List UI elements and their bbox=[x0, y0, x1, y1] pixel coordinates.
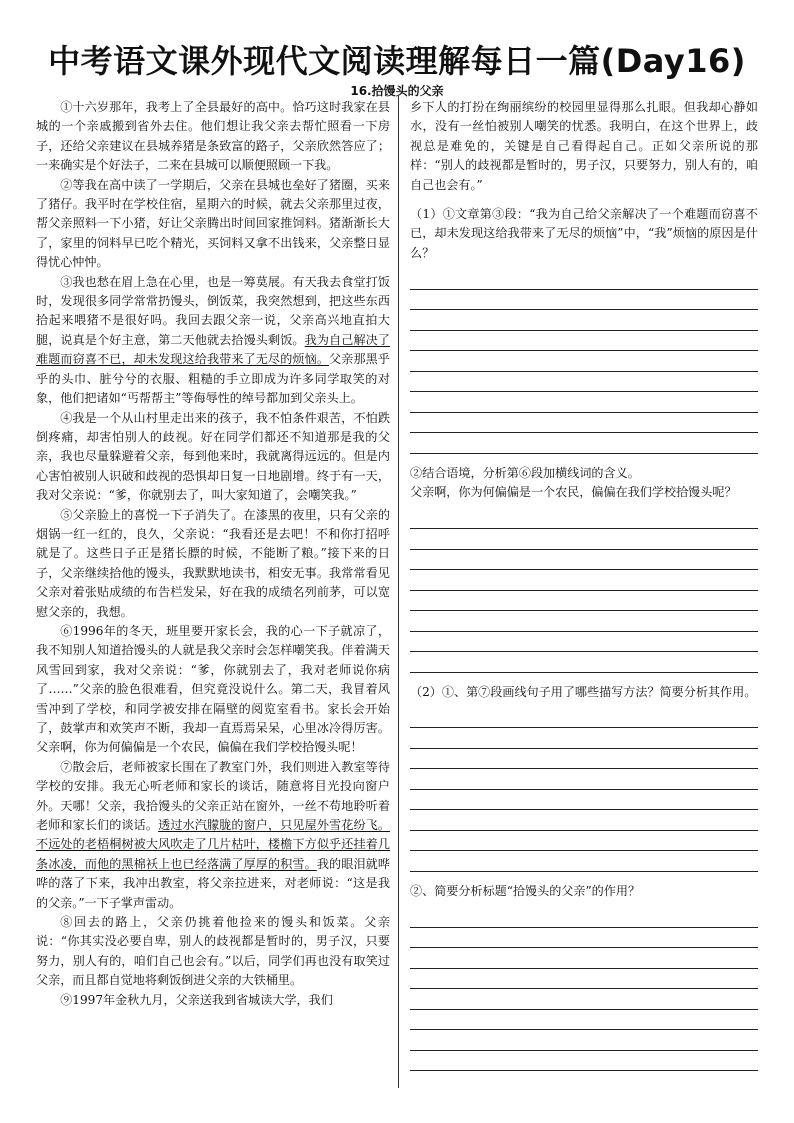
paragraph-3-text-a: ③我也愁在眉上急在心里，也是一筹莫展。有天我去食堂打饭时，发现很多同学常常扔馒头，倒饭菜，我突然想到，把这些东西拾起来喂猪不是很好吗。我回去跟父亲一说，父亲高兴地直拍大腿，说真是个好主意，第二天他就去拾馒头剩饭。 bbox=[36, 274, 390, 347]
answer-line[interactable] bbox=[410, 591, 758, 612]
paragraph-4: ④我是一个从山村里走出来的孩子，我不怕条件艰苦，不怕跌倒疼痛，却害怕别人的歧视。好在同学们都还不知道那是我的父亲，我也尽量躲避着父亲，每到他来时，我就离得远远的。但是内心害怕被别人识破和歧视的恐惧却日复一日地剧增。终于有一天，我对父亲说：“爹，你就别去了，叫大家知道了，会嘲笑我。” bbox=[36, 410, 390, 503]
question-3 bbox=[410, 683, 758, 872]
answer-line[interactable] bbox=[410, 550, 758, 571]
answer-lines-2[interactable] bbox=[410, 509, 758, 673]
answer-line[interactable] bbox=[410, 632, 758, 653]
question-4-text: ②、简要分析标题“拾馒头的父亲”的作用？ bbox=[410, 883, 641, 898]
answer-line[interactable] bbox=[410, 529, 758, 550]
answer-line[interactable] bbox=[410, 392, 758, 413]
page-title: 中考语文课外现代文阅读理解每日一篇(Day16) bbox=[48, 42, 746, 80]
answer-line[interactable] bbox=[410, 790, 758, 811]
answer-line[interactable] bbox=[410, 749, 758, 770]
answer-line[interactable] bbox=[410, 728, 758, 749]
answer-line[interactable] bbox=[410, 1071, 758, 1088]
passage-column-left bbox=[36, 98, 390, 1088]
paragraph-7-text-a: ⑦散会后，老师被家长围在了教室门外，我们则进入教室等待学校的安排。我无心听老师和家长的谈话，随意将目光投向窗户外。天哪！父亲，我拾馒头的父亲正站在窗外，一丝不苟地聆听着老师和家长们的谈话。 bbox=[36, 759, 390, 833]
answer-lines-1[interactable] bbox=[410, 269, 758, 454]
answer-lines-4[interactable] bbox=[410, 907, 758, 1088]
answer-line[interactable] bbox=[410, 989, 758, 1010]
answer-line[interactable] bbox=[410, 413, 758, 434]
answer-line[interactable] bbox=[410, 331, 758, 352]
paragraph-3 bbox=[36, 273, 390, 409]
answer-lines-3[interactable] bbox=[410, 708, 758, 872]
question-1 bbox=[410, 205, 758, 454]
paragraph-8: ⑧回去的路上，父亲仍挑着他捡来的馒头和饭菜。父亲说：“你其实没必要自卑，别人的歧视都是暂时的，男子汉，只要努力，别人有的，咱们自己也会有。”以后，同学们再也没有取笑过父亲，而且都自觉地将剩饭倒进父亲的大铁桶里。 bbox=[36, 915, 390, 988]
answer-line[interactable] bbox=[410, 351, 758, 372]
answer-line[interactable] bbox=[410, 1010, 758, 1031]
question-2-text: ②结合语境，分析第⑥段加横线词的含义。 bbox=[410, 465, 640, 480]
answer-line[interactable] bbox=[410, 1030, 758, 1051]
paragraph-6: ⑥1996年的冬天，班里要开家长会，我的心一下子就凉了，我不知别人知道拾馒头的人就是我父亲时会怎样嘲笑我。伴着满天风雪回到家，我对父亲说：“爹，你就别去了，我对老师说你病了……”父亲的脸色很难看，但究竟没说什么。第二天，我冒着风雪冲到了学校，和同学被安排在隔壁的阅览室看书。家长会开始了，鼓掌声和欢笑声不断，我却一直焉焉呆呆，心里冰冷得厉害。父亲啊，你为何偏偏是一个农民，偏偏在我们学校拾馒头呢！ bbox=[36, 623, 390, 755]
question-2-quote: 父亲啊，你为何偏偏是一个农民，偏偏在我们学校拾馒头呢？ bbox=[410, 485, 737, 500]
answer-line[interactable] bbox=[410, 372, 758, 393]
answer-line[interactable] bbox=[410, 611, 758, 632]
answer-line[interactable] bbox=[410, 907, 758, 928]
answer-line[interactable] bbox=[410, 948, 758, 969]
answer-line[interactable] bbox=[410, 810, 758, 831]
answer-line[interactable] bbox=[410, 708, 758, 729]
answer-line[interactable] bbox=[410, 570, 758, 591]
paragraph-1: ①十六岁那年，我考上了全县最好的高中。恰巧这时我家在县城的一个亲戚搬到省外去住。他们想让我父亲去帮忙照看一下房子，还给父亲建议在县城养猪是条致富的路子，父亲欣然答应了；一来确实是个好法子，二来在县城可以顺便照顾一下我。 bbox=[36, 100, 390, 173]
answer-line[interactable] bbox=[410, 769, 758, 790]
question-3-text: （2）①、第⑦段画线句子用了哪些描写方法？简要分析其作用。 bbox=[410, 684, 757, 699]
column-divider bbox=[398, 96, 399, 1088]
question-1-text: （1）①文章第③段：“我为自己给父亲解决了一个难题而窃喜不已，却未发现这给我带来了无尽的烦恼”中，“我”烦恼的原因是什么？ bbox=[410, 207, 758, 260]
paragraph-7 bbox=[36, 758, 390, 913]
paragraph-7-text-b: 我的眼泪就哗哗的落了下来，我冲出教室，将父亲拉进来，对老师说：“这是我的父亲。”一下子掌声雷动。 bbox=[36, 856, 390, 910]
paragraph-3-text-b: 父亲那黑乎乎的头巾、脏兮兮的衣服、粗糙的手立即成为许多同学取笑的对象，他们把诸如“丐帮帮主”等侮辱性的绰号都加到父亲头上。 bbox=[36, 352, 390, 406]
answer-line[interactable] bbox=[410, 1051, 758, 1072]
answer-line[interactable] bbox=[410, 928, 758, 949]
question-2 bbox=[410, 464, 758, 673]
answer-line[interactable] bbox=[410, 652, 758, 673]
paragraph-9-continued: 乡下人的打扮在绚丽缤纷的校园里显得那么扎眼。但我却心静如水，没有一丝怕被别人嘲笑的忧悉。我明白，在这个世界上，歧视总是难免的，关键是自己看得起自己。正如父亲所说的那样：“别人的歧视都是暂时的，男子汉，只要努力，别人有的，咱自己也会有。” bbox=[410, 100, 758, 192]
answer-line[interactable] bbox=[410, 269, 758, 290]
passage-title: 16.拾馒头的父亲 bbox=[350, 84, 444, 98]
paragraph-2: ②等我在高中读了一学期后，父亲在县城也垒好了猪圈，买来了猪仔。我平时在学校住宿，星期六的时候，就去父亲那里过夜，帮父亲照料一下小猪，好让父亲腾出时间回家推饲料。猪渐渐长大了，家里的饲料早已吃个精光，买饲料又拿不出钱来，父亲整日显得忧心忡忡。 bbox=[36, 177, 390, 270]
question-4 bbox=[410, 882, 758, 1088]
answer-line[interactable] bbox=[410, 310, 758, 331]
answer-line[interactable] bbox=[410, 433, 758, 454]
answer-line[interactable] bbox=[410, 290, 758, 311]
answer-line[interactable] bbox=[410, 851, 758, 872]
passage-column-right bbox=[410, 98, 758, 1088]
answer-line[interactable] bbox=[410, 509, 758, 530]
paragraph-9-start: ⑨1997年金秋九月，父亲送我到省城读大学，我们 bbox=[60, 992, 333, 1007]
answer-line[interactable] bbox=[410, 969, 758, 990]
answer-line[interactable] bbox=[410, 831, 758, 852]
paragraph-3-underlined-sentence: 我为自己解决了难题而窃喜不已，却未发现这给我带来了无尽的烦恼。 bbox=[36, 332, 390, 367]
paragraph-5: ⑤父亲脸上的喜悦一下子消失了。在漆黑的夜里，只有父亲的烟锅一红一红的，良久，父亲说：“我看还是去吧！不和你打招呼就是了。这些日子正是猪长膘的时候，不能断了粮。”接下来的日子，父亲继续拾他的馒头，我默默地读书，相安无事。我常常看见父亲对着张贴成绩的布告栏发呆，好在我的成绩名列前茅，可以宽慰父亲的，我想。 bbox=[36, 507, 390, 619]
paragraph-7-underlined-sentence: 透过水汽朦胧的窗户，只见屋外雪花纷飞。不远处的老梧桐树被大风吹走了几片枯叶，楼檐下方似乎还挂着几条冰凌，而他的黑棉袄上也已经落满了厚厚的积雪。 bbox=[36, 818, 390, 871]
